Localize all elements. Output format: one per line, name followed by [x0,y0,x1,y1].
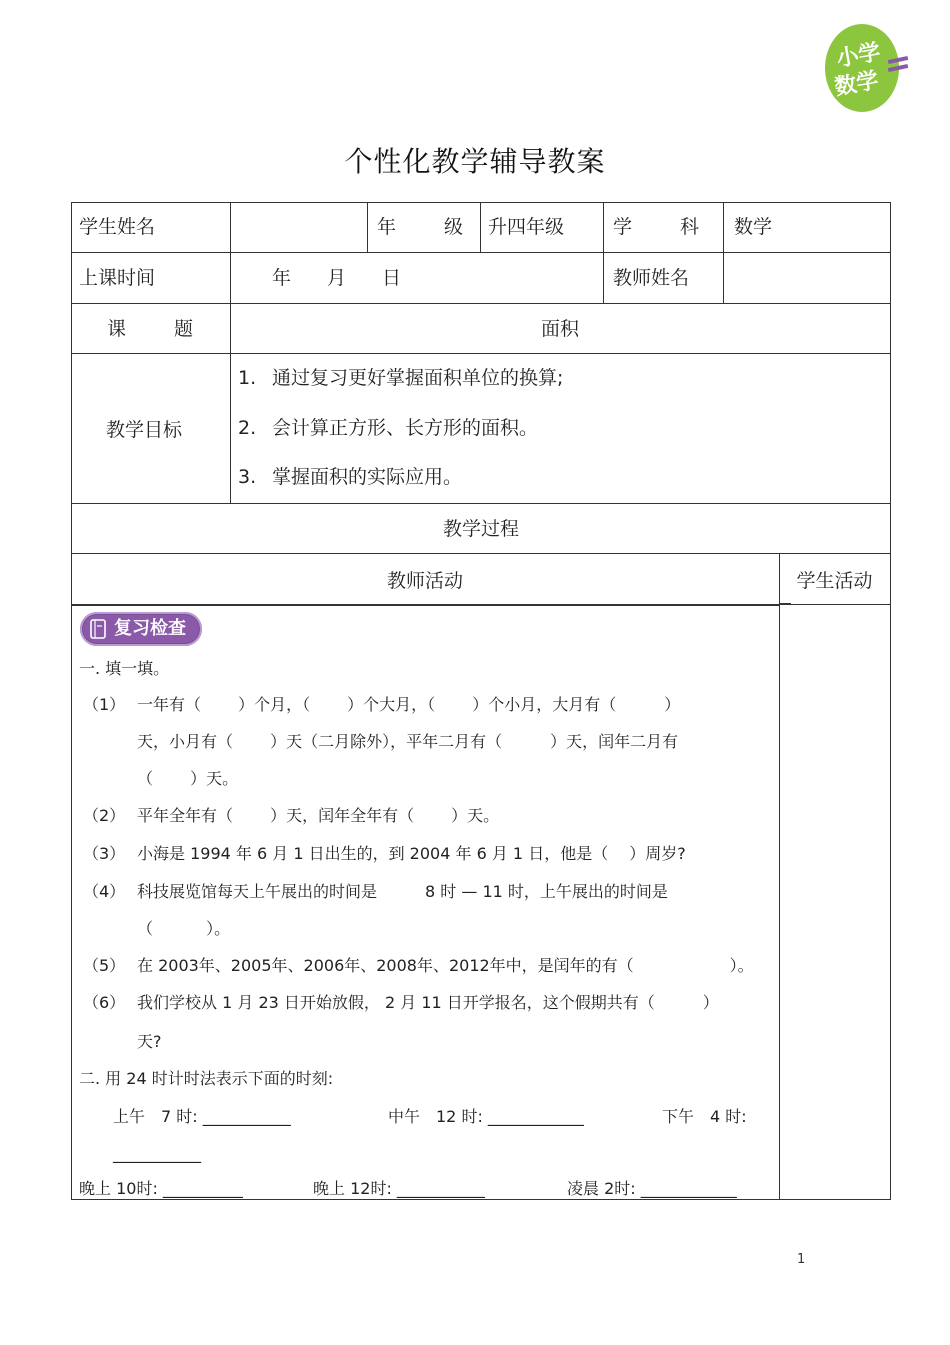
date-day-label: 日 [382,267,402,289]
q1-number: （1） [83,695,126,714]
q5-line1: 在 2003年、2005年、2006年、2008年、2012年中，是闰年的有（ ）。 [137,956,754,975]
row-divider [71,252,891,253]
q2-number: （2） [83,806,126,825]
col-divider [779,553,780,1200]
topic-value: 面积 [540,318,579,340]
grade-label-1: 年 [377,216,397,238]
page-number: 1 [797,1252,806,1267]
notebook-icon [90,619,106,639]
class-time-label: 上课时间 [79,267,156,289]
time-item: 中午 12 时: ____________ [388,1107,584,1126]
col-divider [367,202,368,252]
col-divider [723,202,724,303]
grade-value: 升四年级 [488,216,565,238]
date-year-label: 年 [272,267,292,289]
goal-item [238,416,538,440]
goals-label: 教学目标 [106,419,183,441]
time-blank: ___________ [113,1144,201,1163]
goal-text: 掌握面积的实际应用。 [272,466,463,488]
goal-number: 1. [238,367,257,389]
subject-label [613,215,699,239]
col-divider [230,202,231,503]
q1-line1: 一年有（ ）个月，（ ）个大月，（ ）个小月，大月有（ ） [137,695,681,714]
goal-text: 会计算正方形、长方形的面积。 [272,417,539,439]
topic-label [107,317,193,341]
q4-line1: 科技展览馆每天上午展出的时间是 8 时 — 11 时，上午展出的时间是 [137,882,668,901]
col-divider [603,202,604,303]
logo-line2: 数学 [832,68,881,101]
goal-item [238,366,563,390]
grade-label-2: 级 [444,216,464,238]
row-divider [71,553,891,554]
q4-number: （4） [83,882,126,901]
q4-line2: （ ）。 [137,919,231,938]
topic-label-2: 题 [174,318,194,340]
q6-number: （6） [83,993,126,1012]
logo [822,18,910,116]
student-name-label: 学生姓名 [79,216,156,238]
student-activity-label: 学生活动 [796,570,873,592]
col-divider [71,553,72,1200]
grade-label [377,215,463,239]
goal-text: 通过复习更好掌握面积单位的换算; [272,367,564,389]
time-item: 晚上 12时: ___________ [313,1179,485,1198]
class-date[interactable] [272,266,401,290]
process-label: 教学过程 [442,518,519,540]
row-divider [779,603,791,604]
date-month-label: 月 [327,267,347,289]
time-item: 晚上 10时: __________ [79,1179,243,1198]
q6-line1: 我们学校从 1 月 23 日开始放假， 2 月 11 日开学报名，这个假期共有（ ） [137,993,719,1012]
review-badge-label: 复习检查 [114,618,186,639]
q1-line3: （ ）天。 [137,769,239,788]
topic-label-1: 课 [107,318,127,340]
goal-item [238,465,462,489]
row-divider [71,353,891,354]
student-name-value[interactable] [240,215,360,239]
logo-line1: 小学 [834,39,883,73]
teacher-name-value[interactable] [734,266,874,290]
teacher-name-label: 教师姓名 [613,267,690,289]
section1-title: 一. 填一填。 [79,659,170,678]
subject-label-1: 学 [613,216,633,238]
subject-label-2: 科 [680,216,700,238]
section2-title: 二. 用 24 时计时法表示下面的时刻: [79,1069,334,1088]
time-item: 上午 7 时: ___________ [113,1107,291,1126]
row-divider [71,503,891,504]
q2-line1: 平年全年有（ ）天，闰年全年有（ ）天。 [137,806,500,825]
q3-number: （3） [83,844,126,863]
teacher-activity-label: 教师活动 [386,570,463,592]
row-divider [71,303,891,304]
goal-number: 3. [238,466,257,488]
time-item: 下午 4 时: [662,1107,747,1126]
q6-line2: 天? [137,1032,162,1051]
row-divider [71,605,779,606]
review-badge [80,612,202,646]
q5-number: （5） [83,956,126,975]
time-item: 凌晨 2时: ____________ [567,1179,737,1198]
q1-line2: 天，小月有（ ）天（二月除外），平年二月有（ ）天，闰年二月有 [137,732,679,751]
q3-line1: 小海是 1994 年 6 月 1 日出生的，到 2004 年 6 月 1 日，他是（ ）周岁? [137,844,686,863]
col-divider [480,202,481,252]
col-divider [890,553,891,1200]
page-title: 个性化教学辅导教案 [344,145,606,178]
header-table [71,202,891,605]
goal-number: 2. [238,417,257,439]
subject-value: 数学 [734,216,773,238]
